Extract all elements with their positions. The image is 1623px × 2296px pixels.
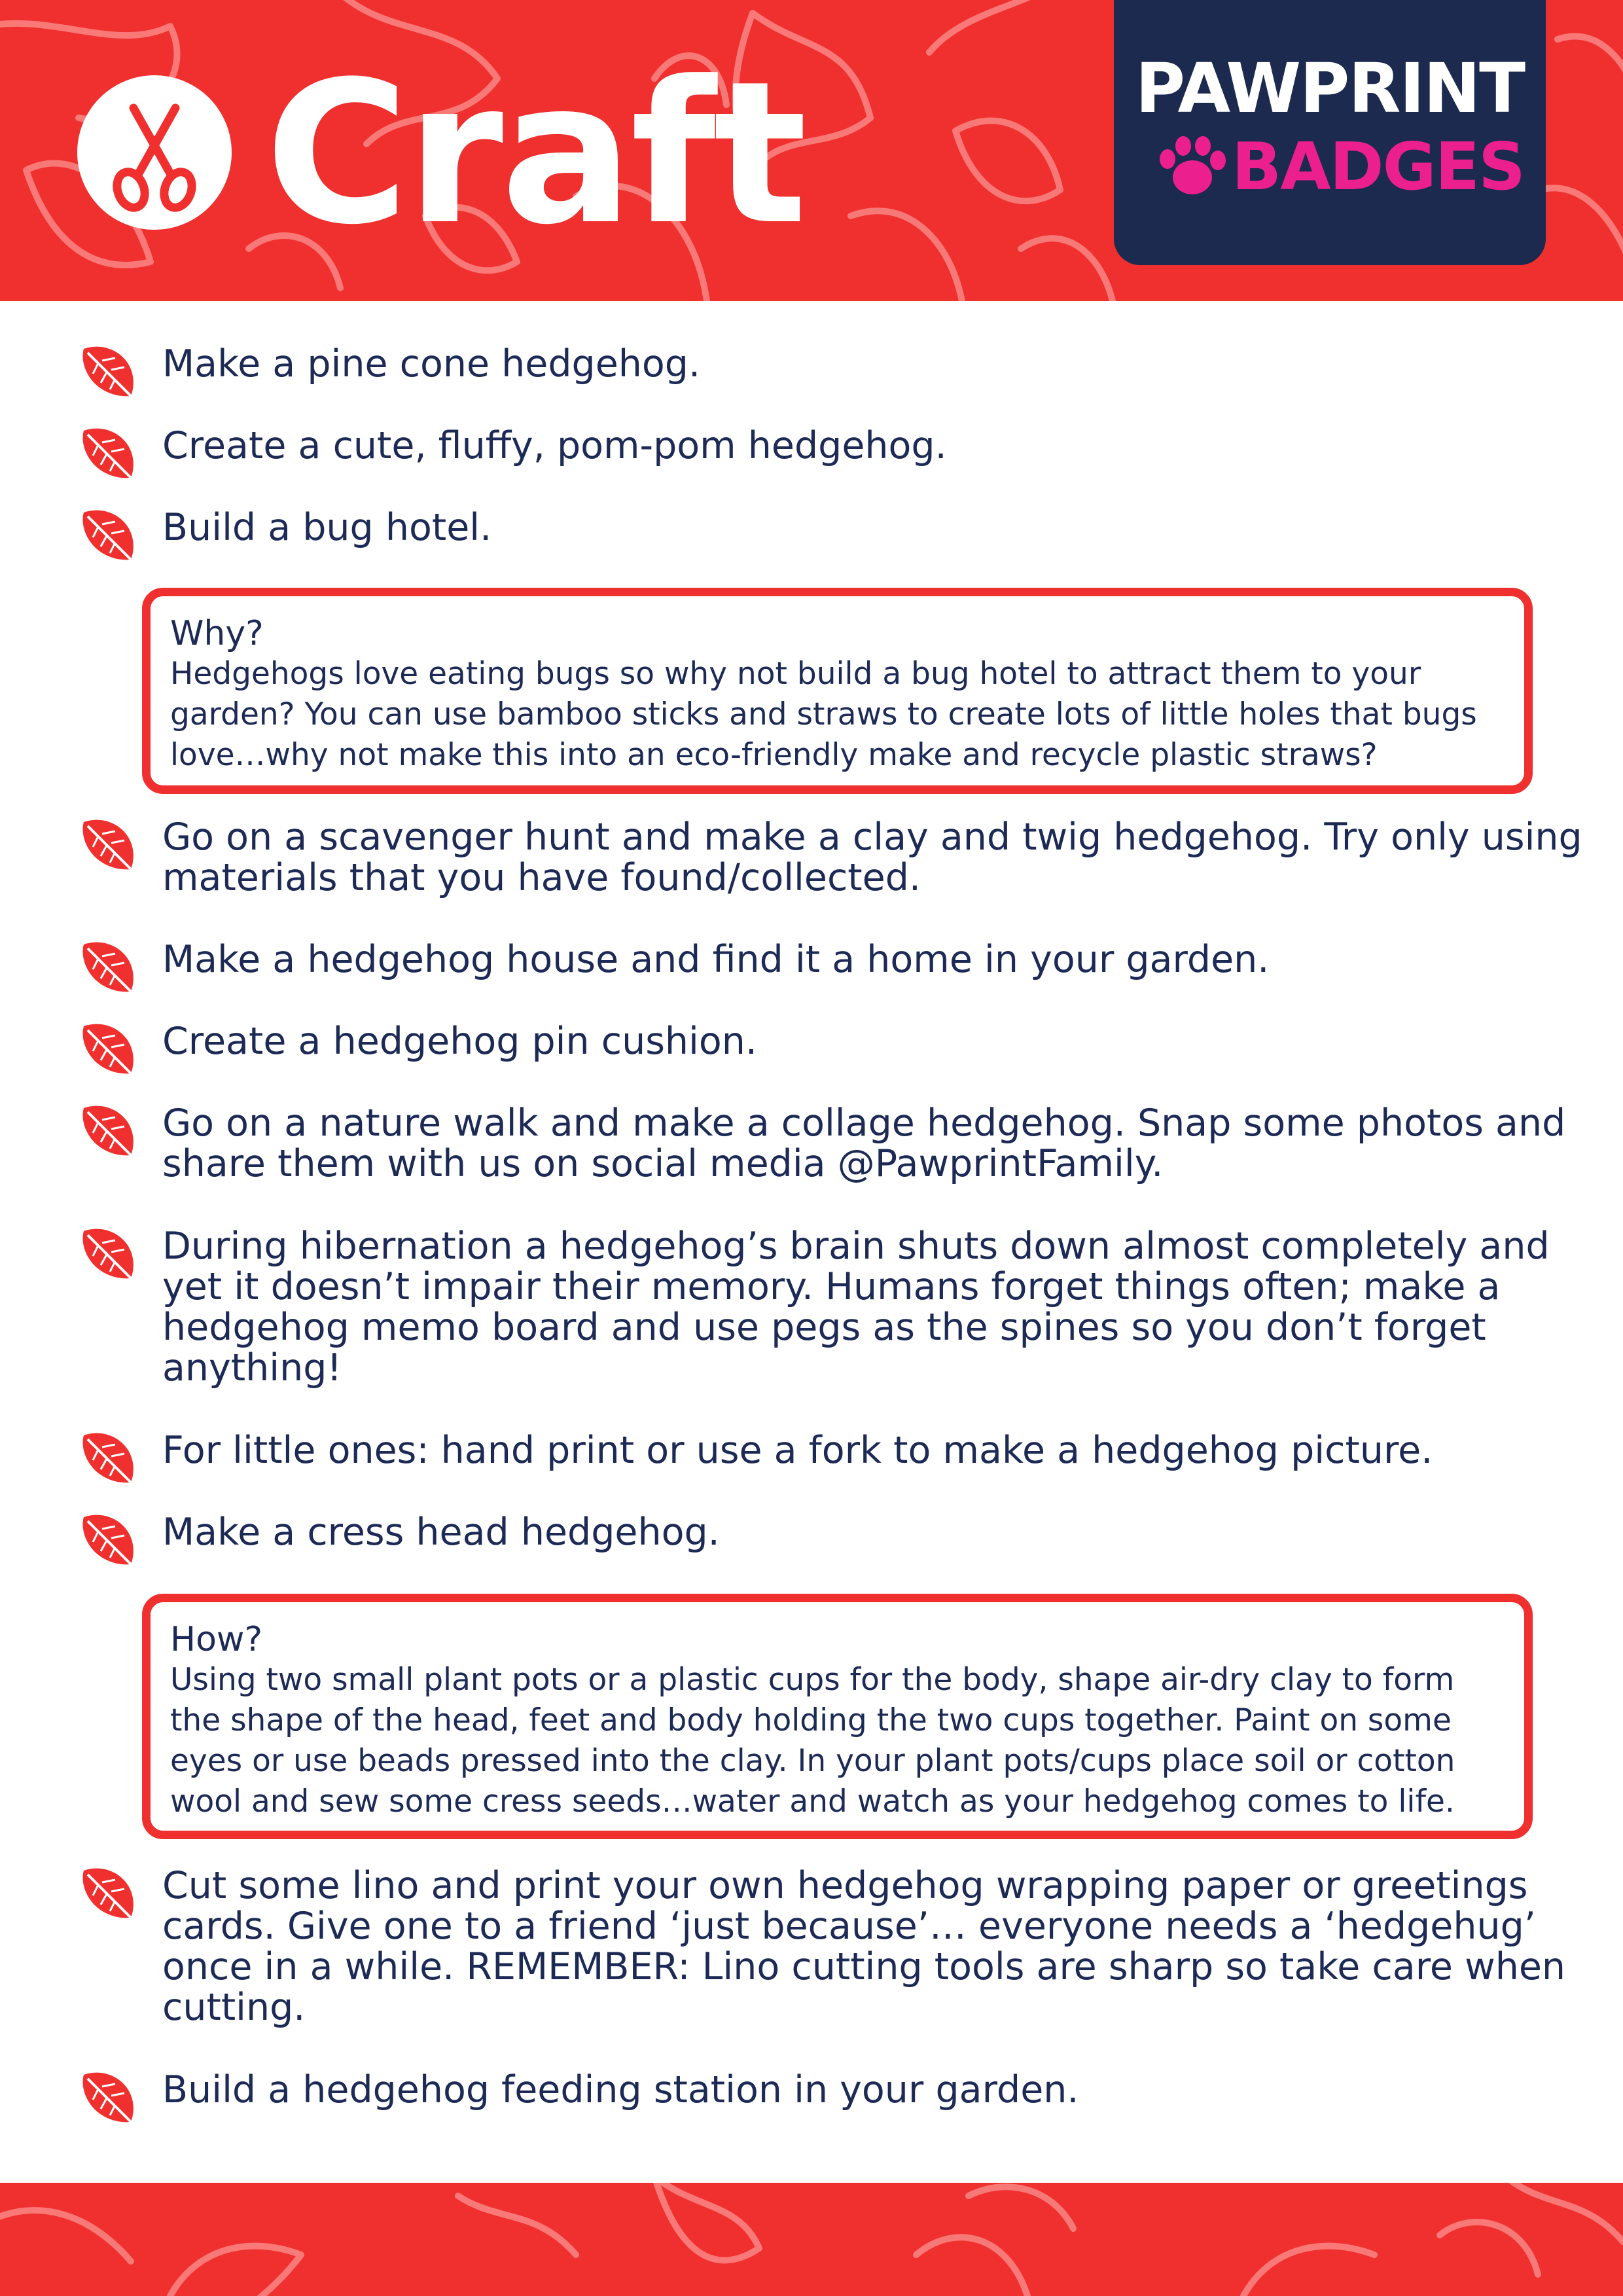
how-info-box: [142, 1594, 1533, 1839]
scissors-badge: [77, 75, 232, 230]
leaf-icon: [79, 341, 137, 403]
leaf-icon: [79, 814, 137, 876]
pawprint-badges-logo: [1114, 0, 1546, 265]
logo-line2: BADGES: [1232, 128, 1525, 205]
leaf-icon: [79, 1427, 137, 1489]
leaf-icon: [79, 1018, 137, 1080]
logo-line1: PAWPRINT: [1135, 48, 1525, 128]
why-info-box: [142, 588, 1533, 794]
leaf-icon: [79, 1863, 137, 1924]
leaf-icon: [79, 505, 137, 566]
leaf-icon: [79, 937, 137, 998]
how-title: How?: [170, 1620, 263, 1659]
how-body: Using two small plant pots or a plastic cups for the body, shape air-dry clay to form the shape of the head, feet and body holding the two cups together. Paint on some eyes or use beads pressed into the clay. In your plant pots/cups place soil or cotton wool and sew some cress seeds…water and watch as your hedgehog comes to life.: [170, 1662, 1455, 1820]
list-item-text: During hibernation a hedgehog’s brain shuts down almost completely and yet it doesn’t impair their memory. Humans forget things often; make a hedgehog memo board and use pegs as the spines so you don’t forget anything!: [162, 1225, 1550, 1390]
list-item-text: For little ones: hand print or use a fork to make a hedgehog picture.: [162, 1429, 1433, 1472]
list-item-text: Make a pine cone hedgehog.: [162, 342, 701, 386]
list-item-text: Go on a scavenger hunt and make a clay and twig hedgehog. Try only using materials that you have found/collected.: [162, 816, 1582, 899]
list-item-text: Cut some lino and print your own hedgehog wrapping paper or greetings cards. Give one to a friend ‘just because’… everyone needs a ‘hedgehug’ once in a while. REMEMBER: Lino cutting tools are sharp so take care when cutting.: [162, 1864, 1566, 2029]
logo-line2-row: [1154, 128, 1525, 206]
leaf-pattern-footer: [0, 2183, 1623, 2296]
list-item-text: Go on a nature walk and make a collage hedgehog. Snap some photos and share them with us on social media @PawprintFamily.: [162, 1102, 1566, 1185]
why-title: Why?: [170, 614, 264, 653]
header-banner: [0, 0, 1623, 301]
list-item-text: Make a cress head hedgehog.: [162, 1511, 720, 1554]
list-item-text: Build a bug hotel.: [162, 506, 492, 549]
leaf-icon: [79, 423, 137, 484]
page-title: Craft: [265, 39, 805, 268]
list-item-text: Make a hedgehog house and find it a home in your garden.: [162, 938, 1270, 981]
leaf-icon: [79, 1509, 137, 1571]
scissors-icon: [77, 75, 232, 230]
leaf-icon: [79, 1100, 137, 1162]
leaf-icon: [79, 2067, 137, 2128]
why-body: Hedgehogs love eating bugs so why not build a bug hotel to attract them to your garden? You can use bamboo sticks and straws to create lots of little holes that bugs love…why not make this into an eco-friendly make and recycle plastic straws?: [170, 656, 1477, 773]
list-item-text: Build a hedgehog feeding station in your garden.: [162, 2068, 1079, 2111]
leaf-icon: [79, 1223, 137, 1285]
paw-icon: [1154, 132, 1226, 204]
footer-banner: [0, 2183, 1623, 2296]
list-item-text: Create a hedgehog pin cushion.: [162, 1020, 757, 1063]
list-item-text: Create a cute, fluffy, pom-pom hedgehog.: [162, 424, 947, 467]
